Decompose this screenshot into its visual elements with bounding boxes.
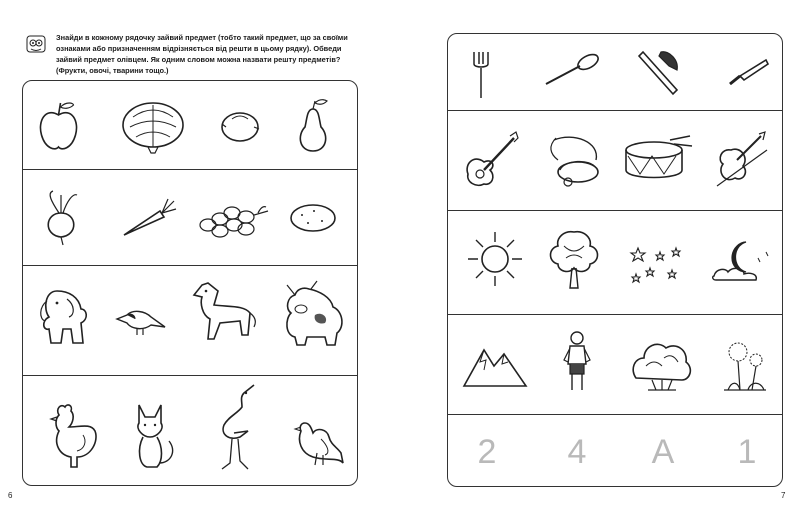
heron-icon[interactable] (208, 383, 263, 475)
dog-icon[interactable] (35, 281, 95, 351)
glyph-letter-a[interactable]: A (651, 433, 675, 471)
mountains-icon[interactable] (462, 340, 528, 390)
page-number-right: 7 (781, 491, 786, 500)
beet-icon[interactable] (33, 187, 88, 247)
right-exercise-panel (447, 33, 783, 487)
fox-icon[interactable] (123, 401, 178, 476)
mascot-icon (26, 35, 46, 53)
pear-icon[interactable] (291, 95, 336, 157)
axe-icon[interactable] (633, 48, 683, 100)
guitar-icon[interactable] (462, 130, 520, 190)
knife-icon[interactable] (726, 56, 771, 88)
moon-icon[interactable] (710, 238, 776, 284)
left-exercise-panel (22, 80, 358, 486)
violin-icon[interactable] (713, 130, 771, 190)
right-page (400, 0, 800, 522)
vacuum-cleaner-icon[interactable] (544, 130, 604, 190)
fork-icon[interactable] (470, 50, 492, 100)
bird-icon[interactable] (113, 305, 168, 335)
apple-icon[interactable] (31, 97, 86, 157)
cow-icon[interactable] (275, 279, 350, 351)
stars-icon[interactable] (628, 244, 688, 284)
drum-icon[interactable] (620, 134, 692, 184)
tree-icon[interactable] (544, 226, 604, 290)
carrot-icon[interactable] (118, 197, 178, 239)
lemon-icon[interactable] (218, 105, 263, 147)
spoon-icon[interactable] (542, 54, 602, 88)
glyph-two[interactable]: 2 (477, 433, 497, 471)
sun-icon[interactable] (464, 228, 526, 290)
grapes-icon[interactable] (198, 199, 270, 239)
potato-icon[interactable] (288, 201, 338, 235)
cabbage-icon[interactable] (118, 95, 188, 157)
dove-icon[interactable] (291, 413, 346, 471)
horse-icon[interactable] (188, 279, 258, 351)
bush-icon[interactable] (628, 336, 694, 394)
glyph-one[interactable]: 1 (737, 433, 757, 471)
boy-icon[interactable] (560, 330, 594, 394)
instruction-text: Знайди в кожному рядочку зайвий предмет (тобто такий предмет, що за своїми ознаками або призначенням відрізняється від решти в цьому рядку). Обведи зайвий предмет олівцем. Як одним словом можна назвати решту предметів? (Фрукти, овочі, тварини тощо.) (56, 33, 348, 75)
rooster-icon[interactable] (43, 401, 101, 476)
dandelion-icon[interactable] (720, 340, 770, 394)
page-number-left: 6 (8, 491, 13, 500)
glyph-four[interactable]: 4 (567, 433, 587, 471)
